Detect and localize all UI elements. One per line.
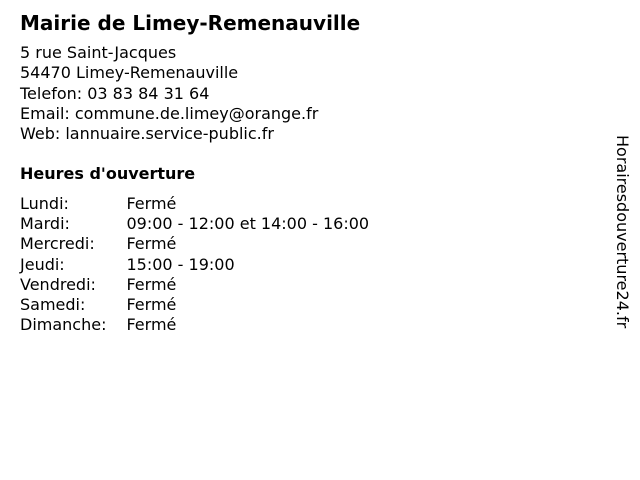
site-brand-label: Horairesdouverture24.fr <box>613 135 632 329</box>
hours-row <box>20 275 369 295</box>
day-label: Mardi: <box>20 214 70 234</box>
day-hours: 09:00 - 12:00 et 14:00 - 16:00 <box>126 214 370 234</box>
day-label: Lundi: <box>20 194 69 213</box>
day-label: Dimanche: <box>20 315 107 335</box>
day-hours: 15:00 - 19:00 <box>126 254 235 274</box>
hours-row <box>20 295 369 315</box>
day-label: Mercredi: <box>20 234 95 254</box>
day-hours: Fermé <box>126 194 177 213</box>
phone-line: Telefon: 03 83 84 31 64 <box>20 83 210 103</box>
day-label: Samedi: <box>20 295 86 315</box>
hours-row <box>20 214 369 234</box>
hours-row <box>20 234 369 254</box>
hours-row <box>20 194 369 214</box>
contact-block <box>20 43 318 144</box>
day-label: Vendredi: <box>20 274 96 294</box>
address-city: 54470 Limey-Remenauville <box>20 63 239 83</box>
hours-heading: Heures d'ouverture <box>20 164 196 183</box>
page-title: Mairie de Limey-Remenauville <box>20 11 361 35</box>
hours-table <box>20 194 369 335</box>
web-line: Web: lannuaire.service-public.fr <box>20 124 274 144</box>
day-hours: Fermé <box>126 295 177 315</box>
day-label: Jeudi: <box>20 254 65 274</box>
hours-row <box>20 315 369 335</box>
hours-row <box>20 255 369 275</box>
email-line: Email: commune.de.limey@orange.fr <box>20 103 319 123</box>
day-hours: Fermé <box>126 315 177 335</box>
day-hours: Fermé <box>126 274 177 294</box>
day-hours: Fermé <box>126 234 177 254</box>
address-street: 5 rue Saint-Jacques <box>20 43 177 62</box>
